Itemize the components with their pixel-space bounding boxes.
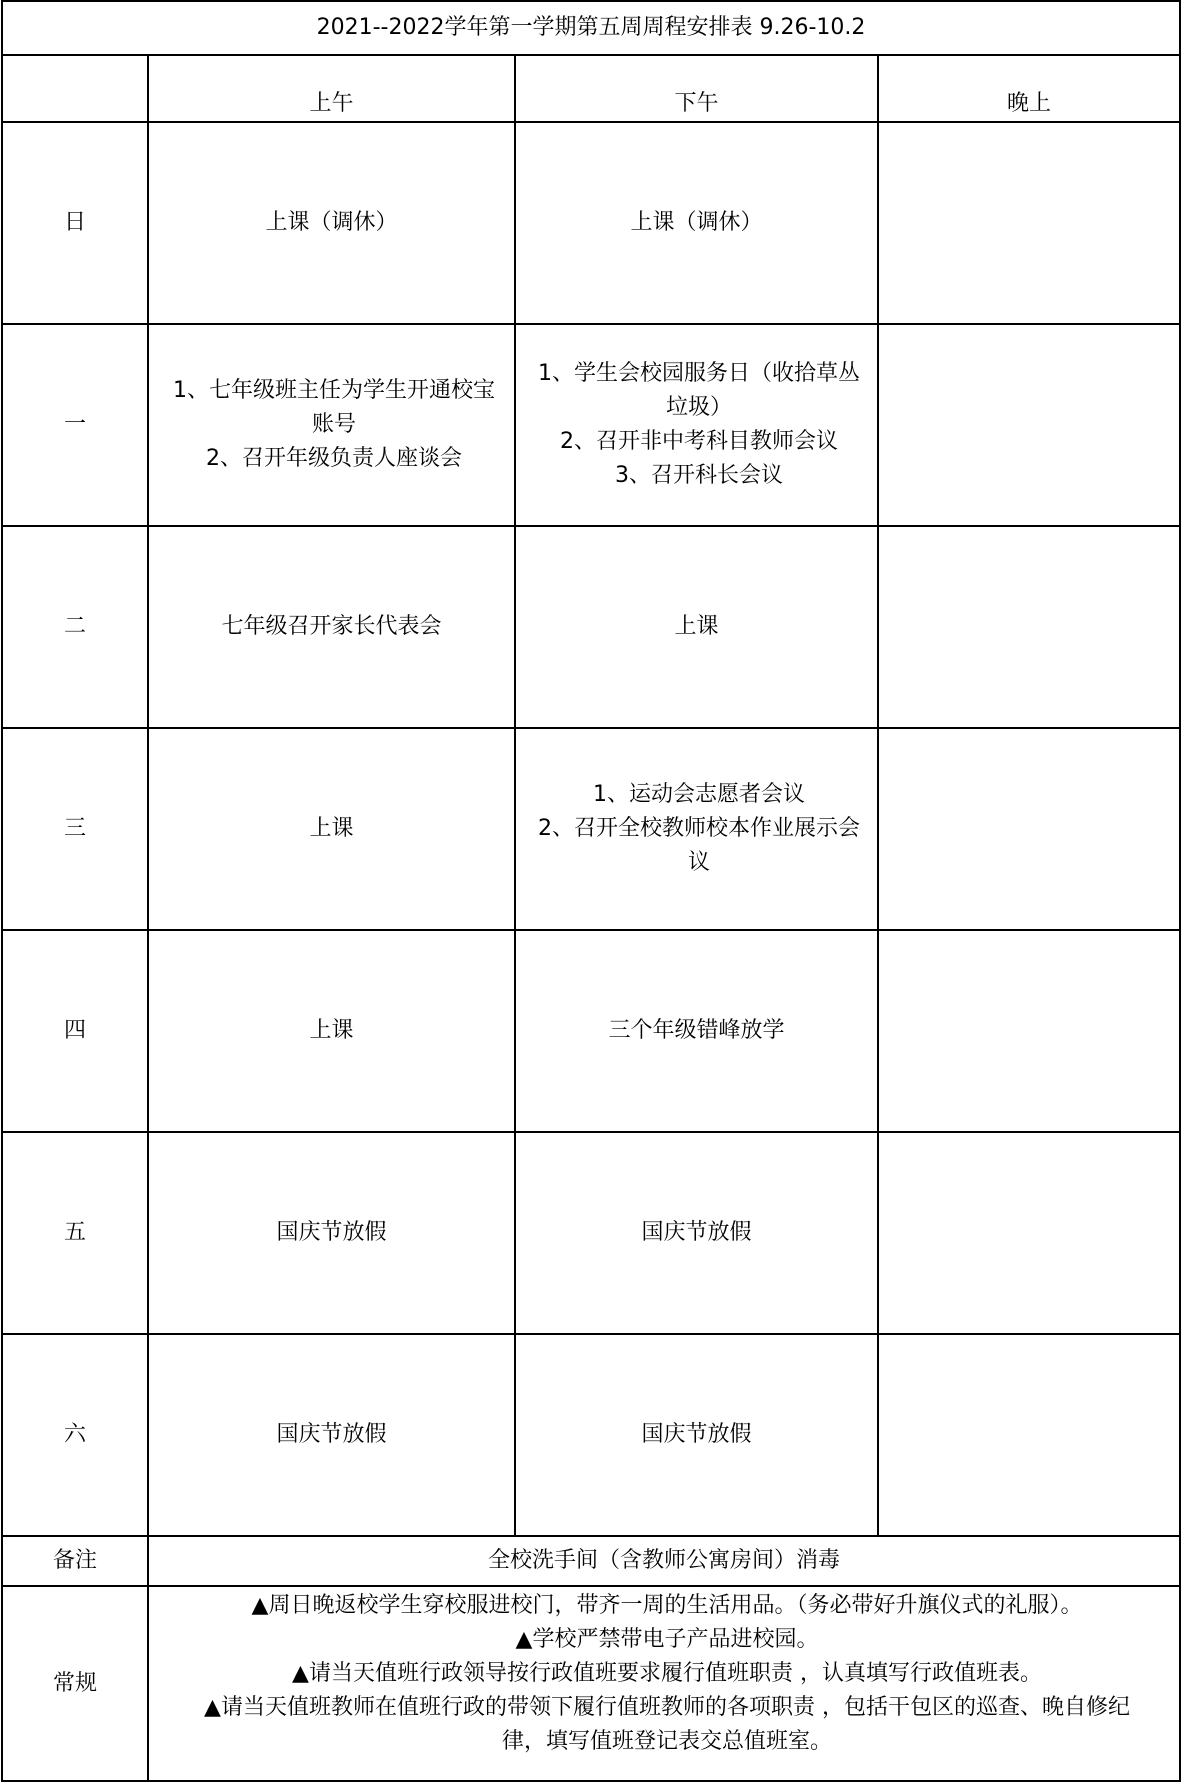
rule-line: 律，填写值班登记表交总值班室。: [502, 1729, 833, 1754]
cell-line: 1、七年级班主任为学生开通校宝: [173, 378, 495, 403]
cell-eve: [878, 930, 1180, 1132]
cell-am: [148, 930, 515, 1132]
cell-am: [148, 728, 515, 930]
rules-label: 常规: [2, 1586, 148, 1781]
note-text: 全校洗手间（含教师公寓房间）消毒: [148, 1536, 1180, 1586]
cell-line: 上课（调休）: [630, 210, 763, 235]
cell-line: 国庆节放假: [641, 1422, 752, 1447]
rules-text: [148, 1586, 1180, 1781]
day-row: [2, 526, 1180, 728]
day-row: [2, 1334, 1180, 1536]
cell-line: 账号: [311, 412, 356, 437]
cell-pm: [515, 1334, 878, 1536]
cell-line: 议: [687, 850, 710, 875]
cell-am: [148, 1334, 515, 1536]
day-row: [2, 728, 1180, 930]
day-row: [2, 930, 1180, 1132]
cell-line: 国庆节放假: [641, 1220, 752, 1245]
day-label: 六: [2, 1334, 148, 1536]
header-am: 上午: [148, 55, 515, 122]
cell-line: 2、召开非中考科目教师会议: [560, 429, 838, 454]
day-label: 四: [2, 930, 148, 1132]
day-row: [2, 324, 1180, 526]
cell-pm: [515, 930, 878, 1132]
cell-line: 国庆节放假: [276, 1220, 387, 1245]
day-row: [2, 122, 1180, 324]
header-pm: 下午: [515, 55, 878, 122]
cell-eve: [878, 728, 1180, 930]
cell-line: 三个年级错峰放学: [608, 1018, 785, 1043]
cell-line: 上课: [309, 816, 354, 841]
day-label: 一: [2, 324, 148, 526]
cell-line: 七年级召开家长代表会: [221, 614, 442, 639]
cell-pm: [515, 526, 878, 728]
cell-line: 2、召开全校教师校本作业展示会: [538, 816, 860, 841]
cell-line: 1、运动会志愿者会议: [593, 782, 805, 807]
cell-am: [148, 324, 515, 526]
schedule-table: [1, 0, 1181, 1782]
day-label: 五: [2, 1132, 148, 1334]
day-label: 日: [2, 122, 148, 324]
rule-line: ▲请当天值班行政领导按行政值班要求履行值班职责 ，认真填写行政值班表。: [292, 1661, 1042, 1686]
cell-pm: [515, 122, 878, 324]
cell-pm: [515, 728, 878, 930]
cell-line: 上课: [309, 1018, 354, 1043]
note-label: 备注: [2, 1536, 148, 1586]
cell-line: 上课（调休）: [265, 210, 398, 235]
cell-am: [148, 526, 515, 728]
cell-eve: [878, 526, 1180, 728]
cell-eve: [878, 1132, 1180, 1334]
cell-pm: [515, 1132, 878, 1334]
rule-line: ▲学校严禁带电子产品进校园。: [515, 1627, 819, 1652]
corner-cell: [2, 55, 148, 122]
cell-am: [148, 122, 515, 324]
cell-am: [148, 1132, 515, 1334]
cell-line: 国庆节放假: [276, 1422, 387, 1447]
rule-line: ▲请当天值班教师在值班行政的带领下履行值班教师的各项职责 ，包括干包区的巡查、晚自修纪: [204, 1695, 1130, 1720]
cell-eve: [878, 1334, 1180, 1536]
day-row: [2, 1132, 1180, 1334]
cell-eve: [878, 122, 1180, 324]
cell-line: 3、召开科长会议: [615, 463, 783, 488]
cell-pm: [515, 324, 878, 526]
cell-line: 垃圾）: [665, 395, 732, 420]
cell-line: 1、学生会校园服务日（收拾草丛: [538, 361, 860, 386]
header-eve: 晚上: [878, 55, 1180, 122]
cell-line: 上课: [674, 614, 719, 639]
cell-eve: [878, 324, 1180, 526]
schedule-title: 2021--2022学年第一学期第五周周程安排表 9.26-10.2: [2, 1, 1180, 55]
rule-line: ▲周日晚返校学生穿校服进校门，带齐一周的生活用品。（务必带好升旗仪式的礼服）。: [251, 1593, 1083, 1618]
cell-line: 2、召开年级负责人座谈会: [206, 446, 462, 471]
day-rows: [2, 122, 1180, 1536]
day-label: 三: [2, 728, 148, 930]
day-label: 二: [2, 526, 148, 728]
